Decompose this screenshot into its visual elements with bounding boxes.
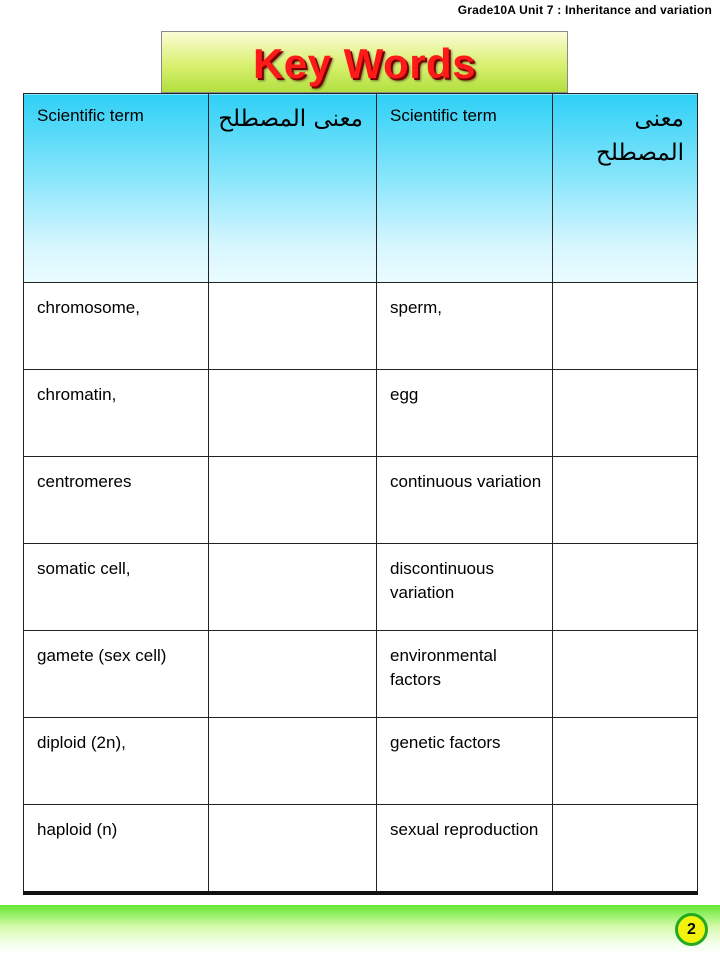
- footer-bar: [0, 905, 720, 955]
- header-cell: [209, 94, 377, 283]
- page-number-badge: 2: [675, 913, 708, 946]
- meaning-cell: [553, 369, 698, 456]
- page-title: Key Words: [252, 40, 477, 87]
- meaning-text: [209, 283, 376, 296]
- meaning-cell: [553, 717, 698, 804]
- term-text: chromosome,: [37, 298, 140, 317]
- table-row: [24, 456, 698, 543]
- term-text: egg: [390, 384, 419, 404]
- meaning-text: [209, 631, 376, 644]
- meaning-text: [553, 283, 697, 296]
- header-scientific-term-2: Scientific term: [390, 106, 497, 125]
- key-words-table: [23, 93, 698, 895]
- meaning-text: [209, 805, 376, 818]
- term-cell: [24, 804, 209, 893]
- term-text: continuous variation: [390, 471, 542, 491]
- meaning-cell: [553, 283, 698, 370]
- term-text: sexual reproduction: [390, 819, 539, 839]
- term-cell: [24, 630, 209, 717]
- term-text: environmental factors: [390, 645, 497, 689]
- header-cell: [377, 94, 553, 283]
- table-row: [24, 369, 698, 456]
- term-text: discontinuous variation: [390, 558, 494, 602]
- header-meaning-1: معنى المصطلح: [218, 106, 363, 132]
- term-cell: [24, 456, 209, 543]
- term-text: genetic factors: [390, 732, 501, 752]
- meaning-cell: [209, 543, 377, 630]
- meaning-cell: [553, 543, 698, 630]
- table-row: [24, 804, 698, 893]
- term-text: sperm,: [390, 298, 442, 317]
- meaning-cell: [209, 456, 377, 543]
- meaning-text: [209, 370, 376, 383]
- header-cell: [553, 94, 698, 283]
- term-cell: [377, 717, 553, 804]
- meaning-text: [553, 544, 697, 557]
- header-meaning-2: معنى المصطلح: [596, 106, 684, 166]
- meaning-text: [209, 718, 376, 731]
- term-text: chromatin,: [37, 384, 117, 404]
- term-text: somatic cell,: [37, 558, 131, 578]
- meaning-cell: [553, 456, 698, 543]
- meaning-cell: [553, 804, 698, 893]
- term-text: centromeres: [37, 471, 132, 491]
- term-cell: [377, 543, 553, 630]
- term-cell: [24, 283, 209, 370]
- table-header-row: [24, 94, 698, 283]
- term-cell: [24, 369, 209, 456]
- meaning-text: [209, 457, 376, 470]
- header-cell: [24, 94, 209, 283]
- term-cell: [377, 283, 553, 370]
- table-row: [24, 543, 698, 630]
- meaning-text: [553, 370, 697, 383]
- term-cell: [377, 369, 553, 456]
- meaning-text: [209, 544, 376, 557]
- term-cell: [24, 543, 209, 630]
- table-row: [24, 717, 698, 804]
- header-unit-text: Grade10A Unit 7 : Inheritance and variation: [457, 3, 712, 17]
- header-scientific-term-1: Scientific term: [37, 106, 144, 125]
- table-row: [24, 283, 698, 370]
- meaning-cell: [209, 369, 377, 456]
- table-row: [24, 630, 698, 717]
- meaning-cell: [209, 630, 377, 717]
- term-text: diploid (2n),: [37, 732, 126, 752]
- meaning-cell: [553, 630, 698, 717]
- meaning-text: [553, 631, 697, 644]
- meaning-text: [553, 718, 697, 731]
- meaning-cell: [209, 283, 377, 370]
- meaning-cell: [209, 717, 377, 804]
- term-cell: [377, 804, 553, 893]
- term-cell: [377, 630, 553, 717]
- meaning-text: [553, 805, 697, 818]
- meaning-text: [553, 457, 697, 470]
- title-banner: [161, 31, 568, 93]
- term-text: gamete (sex cell): [37, 645, 167, 665]
- term-cell: [377, 456, 553, 543]
- term-cell: [24, 717, 209, 804]
- term-text: haploid (n): [37, 819, 118, 839]
- meaning-cell: [209, 804, 377, 893]
